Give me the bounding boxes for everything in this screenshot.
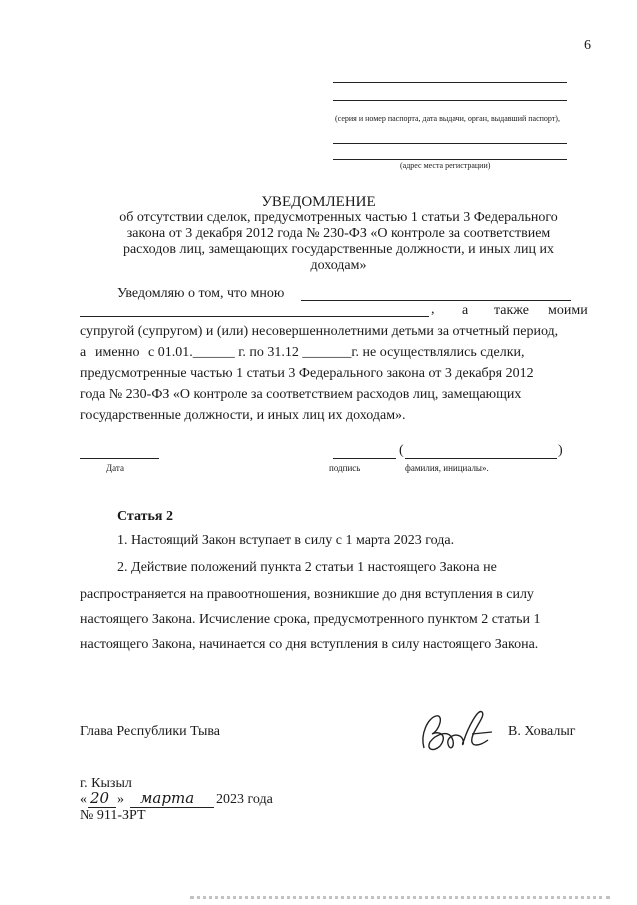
law-number: № 911-ЗРТ — [80, 808, 146, 823]
notice-fill-1 — [301, 300, 571, 301]
notice-fill-2 — [80, 316, 429, 317]
notice-line-3: супругой (супругом) и (или) несовершеннолетними детьми за отчетный период, — [80, 324, 559, 339]
notice-word-mine: моими — [548, 303, 588, 318]
caption-date: Дата — [106, 463, 124, 473]
name-line — [405, 458, 557, 459]
scan-artifact — [190, 896, 610, 899]
date-quote-close: » — [117, 792, 124, 807]
article-paragraph-2-line-4: настоящего Закона, начинается со дня вступления в силу настоящего Закона. — [80, 637, 539, 652]
date-year: 2023 года — [216, 792, 273, 807]
article-paragraph-2-line-1: 2. Действие положений пункта 2 статьи 1 настоящего Закона не — [117, 560, 497, 575]
article-paragraph-2-line-2: распространяется на правоотношения, возникшие до дня вступления в силу — [80, 587, 534, 602]
date-line — [80, 458, 159, 459]
passport-line-2 — [333, 100, 567, 101]
signature-line — [333, 458, 396, 459]
date-month: марта — [140, 789, 195, 807]
page-number: 6 — [584, 38, 591, 53]
city: г. Кызыл — [80, 776, 132, 791]
passport-caption: (серия и номер паспорта, дата выдачи, орган, выдавший паспорт), — [335, 114, 560, 123]
notice-word-also: также — [494, 303, 530, 318]
date-day: 20 — [90, 789, 110, 807]
address-caption: (адрес места регистрации) — [400, 161, 491, 170]
notice-line-5: предусмотренные частью 1 статьи 3 Федерального закона от 3 декабря 2012 — [80, 366, 534, 381]
article-paragraph-1: 1. Настоящий Закон вступает в силу с 1 марта 2023 года. — [117, 533, 455, 548]
notice-word-namely: именно — [95, 345, 140, 360]
notice-word-a: а — [462, 303, 469, 318]
handwritten-signature — [418, 704, 498, 760]
date-quote-open: « — [80, 792, 87, 807]
name-close-paren: ) — [558, 443, 563, 458]
caption-signature: подпись — [329, 463, 361, 473]
address-line-2 — [333, 159, 567, 160]
article-paragraph-2-line-3: настоящего Закона. Исчисление срока, предусмотренного пунктом 2 статьи 1 — [80, 612, 541, 627]
notice-line-1: Уведомляю о том, что мною — [117, 286, 285, 301]
notice-line-7: государственные должности, и иных лиц их доходам». — [80, 408, 406, 423]
article-heading: Статья 2 — [117, 509, 173, 524]
notice-line-6: года № 230-ФЗ «О контроле за соответствием расходов лиц, замещающих — [80, 387, 522, 402]
signer-position: Глава Республики Тыва — [80, 724, 221, 739]
caption-name: фамилия, инициалы». — [405, 463, 489, 473]
passport-line-1 — [333, 82, 567, 83]
name-open-paren: ( — [399, 443, 404, 458]
notice-comma: , — [431, 302, 435, 317]
notice-subtitle-2: закона от 3 декабря 2012 года № 230-ФЗ «О контроле за соответствием — [126, 226, 551, 241]
notice-word-and: а — [80, 345, 87, 360]
notice-subtitle-3: расходов лиц, замещающих государственные должности, и иных лиц их — [122, 242, 555, 257]
signer-name: В. Ховалыг — [508, 724, 576, 739]
notice-line-4: с 01.01.______ г. по 31.12 _______г. не осуществлялись сделки, — [148, 345, 525, 360]
notice-subtitle-4: доходам» — [310, 258, 367, 273]
address-line-1 — [333, 143, 567, 144]
notice-title: УВЕДОМЛЕНИЕ — [261, 194, 376, 210]
notice-subtitle-1: об отсутствии сделок, предусмотренных частью 1 статьи 3 Федерального — [119, 210, 558, 225]
